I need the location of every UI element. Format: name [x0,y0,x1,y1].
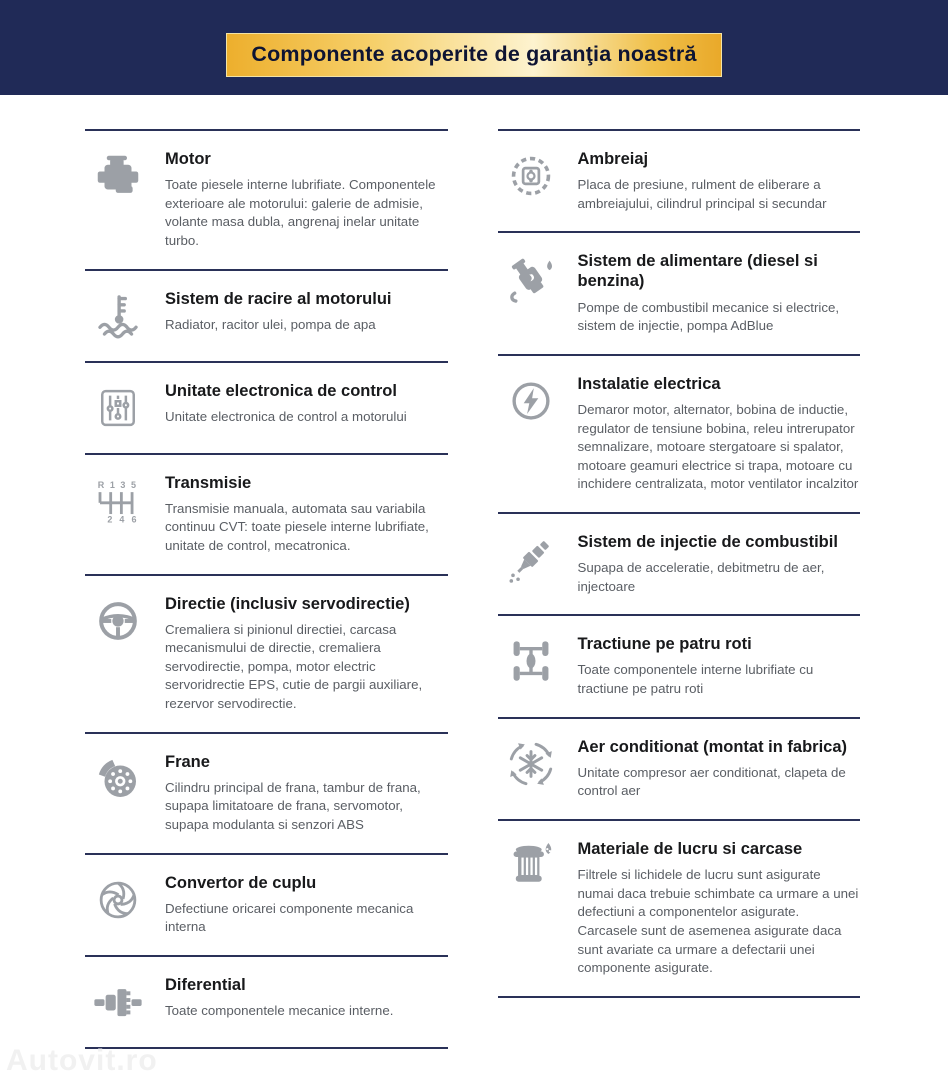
steering-wheel-icon [85,592,159,714]
item-title: Diferential [165,975,246,994]
gear-shift-bottom-labels: 2 4 6 [107,514,137,525]
warranty-item-clutch [498,129,861,231]
warranty-item-materials-housings [498,819,861,998]
item-title: Sistem de injectie de combustibil [577,532,838,551]
engine-icon [85,147,159,251]
clutch-disc-icon [498,147,572,213]
fuel-injector-icon [498,530,572,596]
gear-shift-top-labels: R 1 3 5 [97,479,136,490]
right-column [498,129,861,1049]
item-description: Cilindru principal de frana, tambur de frana, supapa limitatoare de frana, servomotor, supapa modulanta si senzori ABS [165,779,421,833]
item-description: Filtrele si lichidele de lucru sunt asigurate numai daca trebuie schimbate ca urmare a unei defectiuni a componentelor asigurate. Carcasele sunt de asemenea asigurate daca sunt avariate ca urmare a defectarii unei componente asigurate. [577,867,859,976]
warranty-item-brakes [85,732,448,853]
item-description: Cremaliera si pinionul directiei, carcasa mecanismului de directie, cremaliera servodirectie, pompa, motor electric servoridrectie EPS, cutie de pargii auxiliare, rezervor servodirectie. [165,621,423,712]
item-description: Unitate electronica de control a motorului [165,408,407,424]
page-title: Componente acoperite de garanţia noastră [251,42,697,66]
differential-icon [85,973,159,1029]
warranty-item-fuel-injection [498,512,861,614]
item-description: Toate componentele mecanice interne. [165,1003,394,1019]
title-banner [226,33,721,77]
warranty-item-four-wheel-drive [498,614,861,716]
item-title: Sistem de alimentare (diesel si benzina) [577,252,818,291]
item-title: Directie (inclusiv servodirectie) [165,594,410,613]
item-description: Defectiune oricarei componente mecanica interna [165,900,414,935]
fuel-nozzle-icon [498,249,572,335]
item-title: Instalatie electrica [577,374,721,393]
header-band [0,0,948,95]
item-title: Convertor de cuplu [165,873,317,892]
brake-disc-icon [85,750,159,835]
item-title: Ambreiaj [577,150,649,168]
item-title: Sistem de racire al motorului [165,289,392,308]
item-title: Transmisie [165,473,252,492]
warranty-item-fuel-system [498,231,861,353]
oil-filter-icon [498,837,572,978]
item-description: Supapa de acceleratie, debitmetru de aer, injectoare [577,560,825,594]
warranty-item-electrical [498,354,861,512]
warranty-item-transmission [85,453,448,574]
watermark: Autovit.ro [6,1044,158,1077]
lightning-circle-icon [498,372,572,494]
item-description: Placa de presiune, rulment de eliberare a ambreiajului, cilindrul principal si secundar [577,177,827,211]
item-description: Toate componentele interne lubrifiate cu tractiune pe patru roti [577,662,814,697]
item-title: Motor [165,150,211,168]
item-title: Materiale de lucru si carcase [577,840,803,859]
torque-converter-icon [85,871,159,937]
item-description: Unitate compresor aer conditionat, clapeta de control aer [577,764,846,799]
item-title: Frane [165,752,210,771]
item-title: Aer conditionat (montat in fabrica) [577,737,848,756]
gear-shift-icon [85,471,159,556]
warranty-item-cooling [85,269,448,361]
warranty-item-steering [85,574,448,732]
coolant-temperature-icon [85,287,159,343]
item-title: Unitate electronica de control [165,381,397,400]
item-title: Tractiune pe patru roti [577,635,752,654]
ecu-circuit-icon [85,379,159,435]
item-description: Demaror motor, alternator, bobina de inductie, regulator de tensiune bobina, releu intrerupator semnalizare, motoare stergatoare si spalator, motoare geamuri electrice si trapa, motoare cu inchidere centralizata, motor ventilator incalzitor [577,401,859,492]
warranty-item-torque-converter [85,853,448,955]
warranty-item-ecu [85,361,448,453]
item-description: Pompe de combustibil mecanice si electrice, sistem de injectie, pompa AdBlue [577,299,840,334]
item-description: Radiator, racitor ulei, pompa de apa [165,316,376,332]
item-description: Toate piesele interne lubrifiate. Componentele exterioare ale motorului: galerie de admisie, volante masa dubla, angrenaj inelar unitate turbo. [165,177,436,248]
warranty-item-motor [85,129,448,269]
item-description: Transmisie manuala, automata sau variabila continuu CVT: toate piesele interne lubrifiate, unitate de control, mecatronica. [165,500,429,553]
warranty-item-air-conditioning [498,717,861,819]
left-column [85,129,448,1049]
ac-snowflake-icon [498,735,572,801]
drivetrain-icon [498,632,572,698]
content-columns [0,95,948,1049]
warranty-item-differential [85,955,448,1049]
